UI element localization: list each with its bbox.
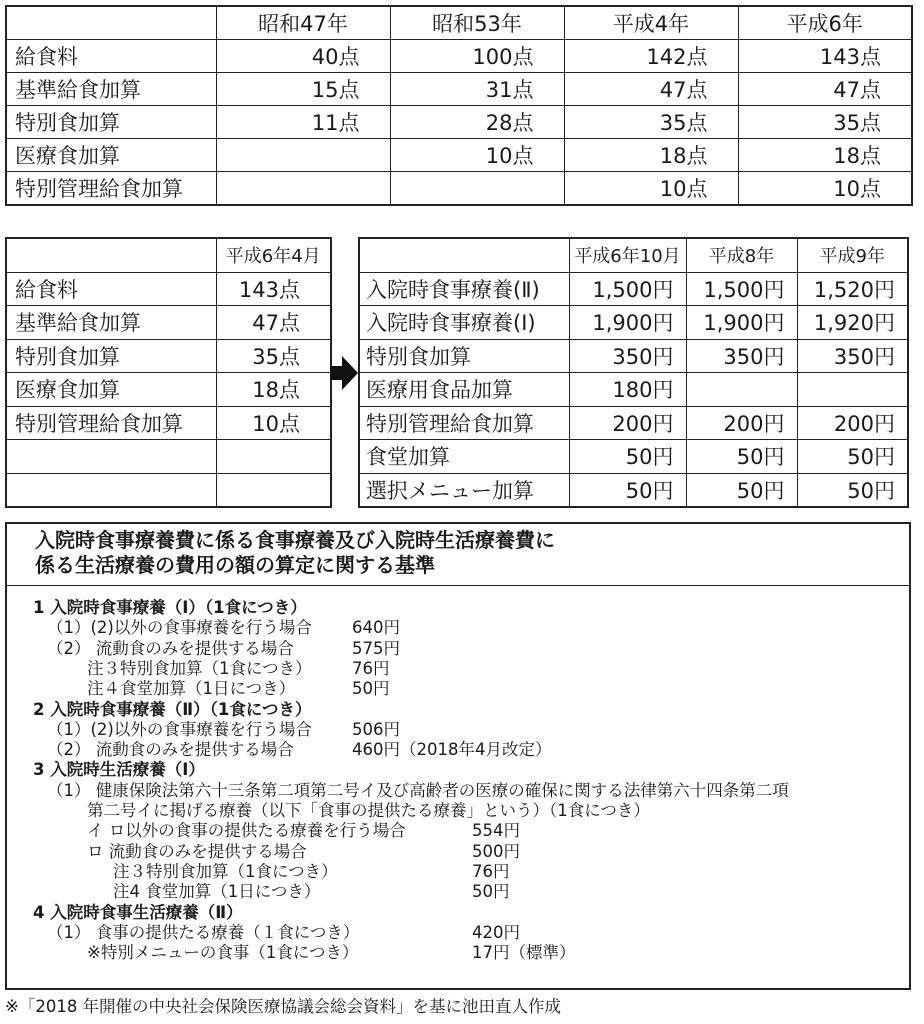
table-cell: 50円 — [569, 440, 686, 474]
standard-line-text: 注３特別食加算（1食につき） — [113, 861, 338, 881]
standard-line-text: 注４食堂加算（1日につき） — [87, 679, 296, 699]
table-cell: 1,520円 — [797, 272, 908, 306]
table-row — [6, 40, 912, 73]
table-header-cell: 平成6年 — [738, 6, 912, 40]
table-cell: 1,500円 — [686, 272, 797, 306]
table-cell: 200円 — [686, 406, 797, 440]
table-cell — [216, 473, 331, 507]
table-cell: 35点 — [738, 106, 912, 139]
table-header-row — [6, 6, 912, 40]
standard-line-amount: 506円 — [352, 719, 400, 739]
table-row — [359, 306, 908, 340]
table-cell: 142点 — [564, 40, 738, 73]
table-row — [359, 473, 908, 507]
table-cell: 100点 — [390, 40, 564, 73]
table-row — [6, 172, 912, 206]
table-header-cell: 昭和47年 — [216, 6, 390, 40]
standard-line-text: （2） 流動食のみを提供する場合 — [47, 638, 294, 658]
table-cell: 50円 — [686, 440, 797, 474]
table-header-row — [6, 238, 331, 272]
standards-box-title — [7, 524, 909, 586]
standard-line-text: （1） 食事の提供たる療養（１食につき） — [47, 922, 360, 942]
standard-line-text: （1） 健康保険法第六十三条第二項第二号イ及び高齢者の医療の確保に関する法律第六十四条第二項 — [47, 780, 789, 800]
table-cell: 1,900円 — [686, 306, 797, 340]
row-label: 特別管理給食加算 — [6, 172, 216, 206]
table-cell: 47点 — [564, 73, 738, 106]
row-label: 基準給食加算 — [6, 306, 216, 340]
table-h6-april — [5, 237, 332, 508]
table-cell — [216, 440, 331, 474]
table-header-cell: 平成4年 — [564, 6, 738, 40]
row-label: 入院時食事療養(Ⅱ) — [359, 272, 569, 306]
standard-line-text: 注4 食堂加算（1日につき） — [113, 882, 321, 902]
table-header-cell: 平成8年 — [686, 238, 797, 272]
table-header-cell: 昭和53年 — [390, 6, 564, 40]
standard-line-text: ロ 流動食のみを提供する場合 — [87, 841, 307, 861]
table-row — [6, 473, 331, 507]
source-footnote: ※「2018 年開催の中央社会保険医療協議会総会資料」を基に池田直人作成 — [5, 997, 562, 1016]
row-label — [6, 473, 216, 507]
table-header-cell — [6, 6, 216, 40]
table-cell: 47点 — [738, 73, 912, 106]
standard-line-amount: 500円 — [472, 841, 520, 861]
table-cell: 50円 — [569, 473, 686, 507]
title-line: 入院時食事療養費に係る食事療養及び入院時生活療養費に — [35, 528, 555, 552]
standard-line-text: （1）(2)以外の食事療養を行う場合 — [47, 618, 312, 638]
standard-line-amount: 575円 — [352, 638, 400, 658]
standard-line-amount: 460円（2018年4月改定） — [352, 740, 552, 760]
row-label: 基準給食加算 — [6, 73, 216, 106]
standard-line-amount: 50円 — [472, 882, 510, 902]
table-row — [6, 306, 331, 340]
table-cell: 18点 — [216, 373, 331, 407]
table-row — [6, 406, 331, 440]
table-row — [359, 406, 908, 440]
table-cell: 143点 — [216, 272, 331, 306]
table-header-cell: 平成6年10月 — [569, 238, 686, 272]
table-row — [6, 373, 331, 407]
table-cell: 10点 — [390, 139, 564, 172]
table-cell — [686, 373, 797, 407]
standards-box — [5, 522, 911, 990]
table-meal-yen — [358, 237, 909, 508]
table-cell: 350円 — [686, 339, 797, 373]
table-cell: 28点 — [390, 106, 564, 139]
title-line: 係る生活療養の費用の額の算定に関する基準 — [35, 553, 435, 577]
table-cell: 50円 — [686, 473, 797, 507]
table-header-row — [359, 238, 908, 272]
table-row — [359, 339, 908, 373]
standard-line-text: ※特別メニューの食事（1食につき） — [87, 943, 359, 963]
table-cell: 11点 — [216, 106, 390, 139]
standard-line-text: 第二号イに掲げる療養（以下「食事の提供たる療養」という）（1食につき） — [87, 801, 650, 820]
right-arrow-icon — [330, 356, 358, 390]
table-cell: 31点 — [390, 73, 564, 106]
section-heading: 1 入院時食事療養（Ⅰ）（1食につき） — [33, 598, 307, 617]
standard-line-amount: 554円 — [472, 821, 520, 841]
table-header-cell: 平成9年 — [797, 238, 908, 272]
table-cell: 40点 — [216, 40, 390, 73]
table-cell: 47点 — [216, 306, 331, 340]
table-cell: 35点 — [564, 106, 738, 139]
table-cell: 10点 — [564, 172, 738, 206]
table-cell: 10点 — [216, 406, 331, 440]
standard-line-amount: 640円 — [352, 618, 400, 638]
standard-line-amount: 76円 — [472, 861, 510, 881]
table-cell: 350円 — [797, 339, 908, 373]
table-history-points — [5, 5, 913, 206]
table-cell: 15点 — [216, 73, 390, 106]
table-cell: 1,500円 — [569, 272, 686, 306]
row-label: 特別食加算 — [6, 106, 216, 139]
standard-line-text: 注３特別食加算（1食につき） — [87, 658, 312, 678]
row-label: 特別食加算 — [6, 339, 216, 373]
table-row — [6, 139, 912, 172]
table-row — [6, 272, 331, 306]
table-cell — [216, 172, 390, 206]
standard-line-text: イ ロ以外の食事の提供たる療養を行う場合 — [87, 821, 406, 841]
row-label: 給食料 — [6, 40, 216, 73]
standard-line-amount: 420円 — [472, 922, 520, 942]
table-header-cell: 平成6年4月 — [216, 238, 331, 272]
standard-line-text: （1）(2)以外の食事療養を行う場合 — [47, 719, 312, 739]
table-cell: 1,920円 — [797, 306, 908, 340]
row-label: 入院時食事療養(Ⅰ) — [359, 306, 569, 340]
table-cell: 1,900円 — [569, 306, 686, 340]
row-label: 医療食加算 — [6, 139, 216, 172]
table-row — [359, 373, 908, 407]
table-cell: 200円 — [797, 406, 908, 440]
table-cell: 200円 — [569, 406, 686, 440]
standard-line-amount: 17円（標準） — [472, 943, 576, 963]
section-heading: 2 入院時食事療養（Ⅱ）（1食につき） — [33, 699, 312, 719]
table-cell: 143点 — [738, 40, 912, 73]
table-cell — [216, 139, 390, 172]
table-header-cell — [359, 238, 569, 272]
table-cell — [797, 373, 908, 407]
table-cell: 18点 — [564, 139, 738, 172]
row-label — [6, 440, 216, 474]
table-row — [6, 106, 912, 139]
table-row — [6, 73, 912, 106]
row-label: 医療食加算 — [6, 373, 216, 407]
table-cell: 50円 — [797, 440, 908, 474]
table-row — [359, 272, 908, 306]
row-label: 特別管理給食加算 — [6, 406, 216, 440]
table-cell: 18点 — [738, 139, 912, 172]
table-row — [359, 440, 908, 474]
table-row — [6, 339, 331, 373]
standard-line-text: （2） 流動食のみを提供する場合 — [47, 740, 294, 760]
table-cell: 50円 — [797, 473, 908, 507]
row-label: 特別食加算 — [359, 339, 569, 373]
table-cell: 180円 — [569, 373, 686, 407]
section-heading: 3 入院時生活療養（Ⅰ） — [33, 760, 205, 780]
table-header-cell — [6, 238, 216, 272]
table-cell: 350円 — [569, 339, 686, 373]
row-label: 食堂加算 — [359, 440, 569, 474]
table-cell: 10点 — [738, 172, 912, 206]
table-cell — [390, 172, 564, 206]
row-label: 選択メニュー加算 — [359, 473, 569, 507]
standard-line-amount: 76円 — [352, 658, 390, 678]
row-label: 特別管理給食加算 — [359, 406, 569, 440]
section-heading: 4 入院時食事生活療養（Ⅱ） — [33, 902, 243, 922]
table-cell: 35点 — [216, 339, 331, 373]
table-row — [6, 440, 331, 474]
row-label: 給食料 — [6, 272, 216, 306]
row-label: 医療用食品加算 — [359, 373, 569, 407]
standard-line-amount: 50円 — [352, 679, 390, 699]
